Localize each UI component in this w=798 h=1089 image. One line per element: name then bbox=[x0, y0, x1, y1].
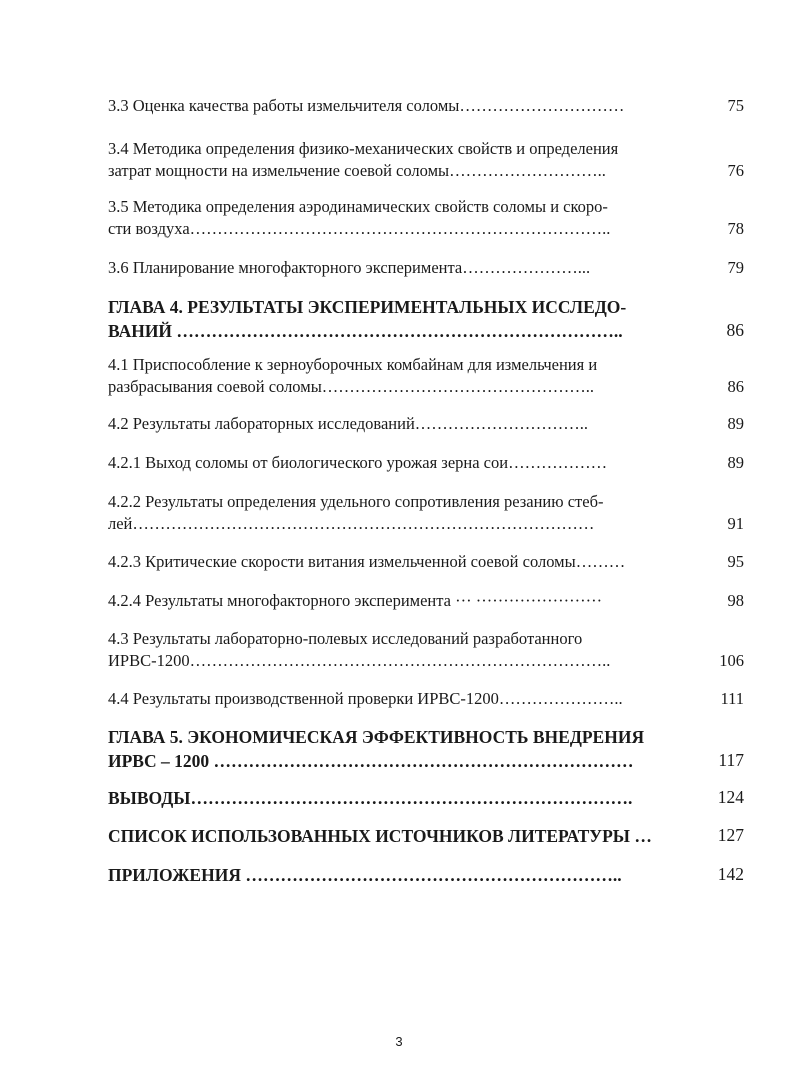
toc-entry-line: 4.4 Результаты производственной проверки ИРВС-1200………………….. bbox=[108, 689, 623, 708]
toc-page-number: 86 bbox=[727, 377, 744, 396]
toc-entry-4-3 bbox=[108, 628, 744, 674]
toc-entry-text bbox=[108, 725, 698, 773]
toc-page-number: 111 bbox=[720, 689, 744, 708]
toc-entry-line: 4.2.2 Результаты определения удельного сопротивления резанию стеб- bbox=[108, 492, 604, 511]
toc-page-number: 117 bbox=[718, 750, 744, 770]
toc-page-number: 86 bbox=[726, 320, 744, 340]
toc-entry-line: 4.2 Результаты лабораторных исследований………………………….. bbox=[108, 414, 589, 433]
toc-page-number: 76 bbox=[727, 161, 744, 180]
toc-entry-text bbox=[108, 551, 692, 573]
toc-page-number: 142 bbox=[717, 864, 744, 884]
toc-entry-text bbox=[108, 628, 692, 672]
toc-page-number: 106 bbox=[719, 651, 744, 670]
toc-entry-text bbox=[108, 95, 692, 117]
toc-entry-3-5 bbox=[108, 196, 744, 242]
toc-entry-appendices bbox=[108, 863, 744, 889]
toc-entry-line: лей………………………………………………………………………… bbox=[108, 514, 595, 533]
toc-entry-line: ПРИЛОЖЕНИЯ ……………………………………………………….. bbox=[108, 865, 622, 885]
toc-entry-line: 4.2.1 Выход соломы от биологического урожая зерна сои……………… bbox=[108, 453, 608, 472]
toc-entry-line: 3.6 Планирование многофакторного эксперимента…………………... bbox=[108, 258, 591, 277]
toc-entry-line: ВАНИЙ ………………………………………………………………….. bbox=[108, 321, 623, 341]
toc-entry-text bbox=[108, 138, 692, 182]
toc-entry-text bbox=[108, 590, 692, 612]
toc-entry-chapter-5 bbox=[108, 725, 744, 773]
toc-entry-4-2-1 bbox=[108, 452, 744, 476]
toc-page-number: 127 bbox=[717, 825, 744, 845]
toc-entry-text bbox=[108, 688, 692, 710]
toc-page-number: 75 bbox=[727, 96, 744, 115]
toc-entry-line: разбрасывания соевой соломы………………………………………….. bbox=[108, 377, 595, 396]
toc-page-number: 95 bbox=[727, 552, 744, 571]
toc-entry-line: 4.3 Результаты лабораторно-полевых исследований разработанного bbox=[108, 629, 583, 648]
toc-entry-line: ГЛАВА 5. ЭКОНОМИЧЕСКАЯ ЭФФЕКТИВНОСТЬ ВНЕДРЕНИЯ bbox=[108, 727, 645, 747]
page-footer-number: 3 bbox=[395, 1034, 403, 1049]
toc-entry-4-2-3 bbox=[108, 551, 744, 575]
toc-page-number: 98 bbox=[727, 591, 744, 610]
toc-entry-line: 4.2.4 Результаты многофакторного эксперимента ··· ······················· bbox=[108, 591, 603, 610]
toc-entry-text bbox=[108, 491, 692, 535]
toc-entry-line: ИРВС – 1200 ……………………………………………………………… bbox=[108, 751, 634, 771]
toc-page-number: 91 bbox=[727, 514, 744, 533]
toc-page-number: 89 bbox=[727, 453, 744, 472]
toc-entry-text bbox=[108, 863, 698, 887]
toc-entry-line: ГЛАВА 4. РЕЗУЛЬТАТЫ ЭКСПЕРИМЕНТАЛЬНЫХ ИССЛЕДО- bbox=[108, 297, 627, 317]
toc-entry-4-2 bbox=[108, 413, 744, 437]
toc-page-number: 89 bbox=[727, 414, 744, 433]
toc-entry-3-4 bbox=[108, 138, 744, 184]
toc-page-number: 78 bbox=[727, 219, 744, 238]
toc-entry-chapter-4 bbox=[108, 295, 744, 343]
toc-page-number: 79 bbox=[727, 258, 744, 277]
toc-entry-line: затрат мощности на измельчение соевой соломы……………………….. bbox=[108, 161, 606, 180]
toc-entry-3-3 bbox=[108, 95, 744, 119]
toc-entry-3-6 bbox=[108, 257, 744, 281]
toc-entry-4-2-4 bbox=[108, 590, 744, 614]
toc-entry-text bbox=[108, 354, 692, 398]
toc-entry-line: ИРВС-1200………………………………………………………………….. bbox=[108, 651, 611, 670]
toc-entry-references bbox=[108, 824, 744, 850]
toc-entry-4-4 bbox=[108, 688, 744, 712]
toc-entry-conclusions bbox=[108, 786, 744, 812]
toc-entry-text bbox=[108, 257, 692, 279]
toc-entry-line: 3.4 Методика определения физико-механических свойств и определения bbox=[108, 139, 619, 158]
toc-entry-line: 4.1 Приспособление к зерноуборочных комбайнам для измельчения и bbox=[108, 355, 598, 374]
toc-entry-text bbox=[108, 824, 708, 848]
toc-entry-line: ВЫВОДЫ…………………………………………………………………. bbox=[108, 788, 633, 808]
toc-entry-line: сти воздуха………………………………………………………………….. bbox=[108, 219, 611, 238]
toc-entry-text bbox=[108, 786, 698, 810]
toc-entry-text bbox=[108, 295, 698, 343]
toc-entry-text bbox=[108, 196, 692, 240]
toc-entry-line: СПИСОК ИСПОЛЬЗОВАННЫХ ИСТОЧНИКОВ ЛИТЕРАТУРЫ … bbox=[108, 826, 652, 846]
toc-page-number: 124 bbox=[717, 787, 744, 807]
toc-entry-text bbox=[108, 452, 692, 474]
toc-entry-4-2-2 bbox=[108, 491, 744, 537]
toc-entry-text bbox=[108, 413, 692, 435]
toc-entry-4-1 bbox=[108, 354, 744, 400]
toc-entry-line: 4.2.3 Критические скорости витания измельченной соевой соломы……… bbox=[108, 552, 626, 571]
toc-entry-line: 3.5 Методика определения аэродинамических свойств соломы и скоро- bbox=[108, 197, 608, 216]
toc-entry-line: 3.3 Оценка качества работы измельчителя соломы………………………… bbox=[108, 96, 625, 115]
